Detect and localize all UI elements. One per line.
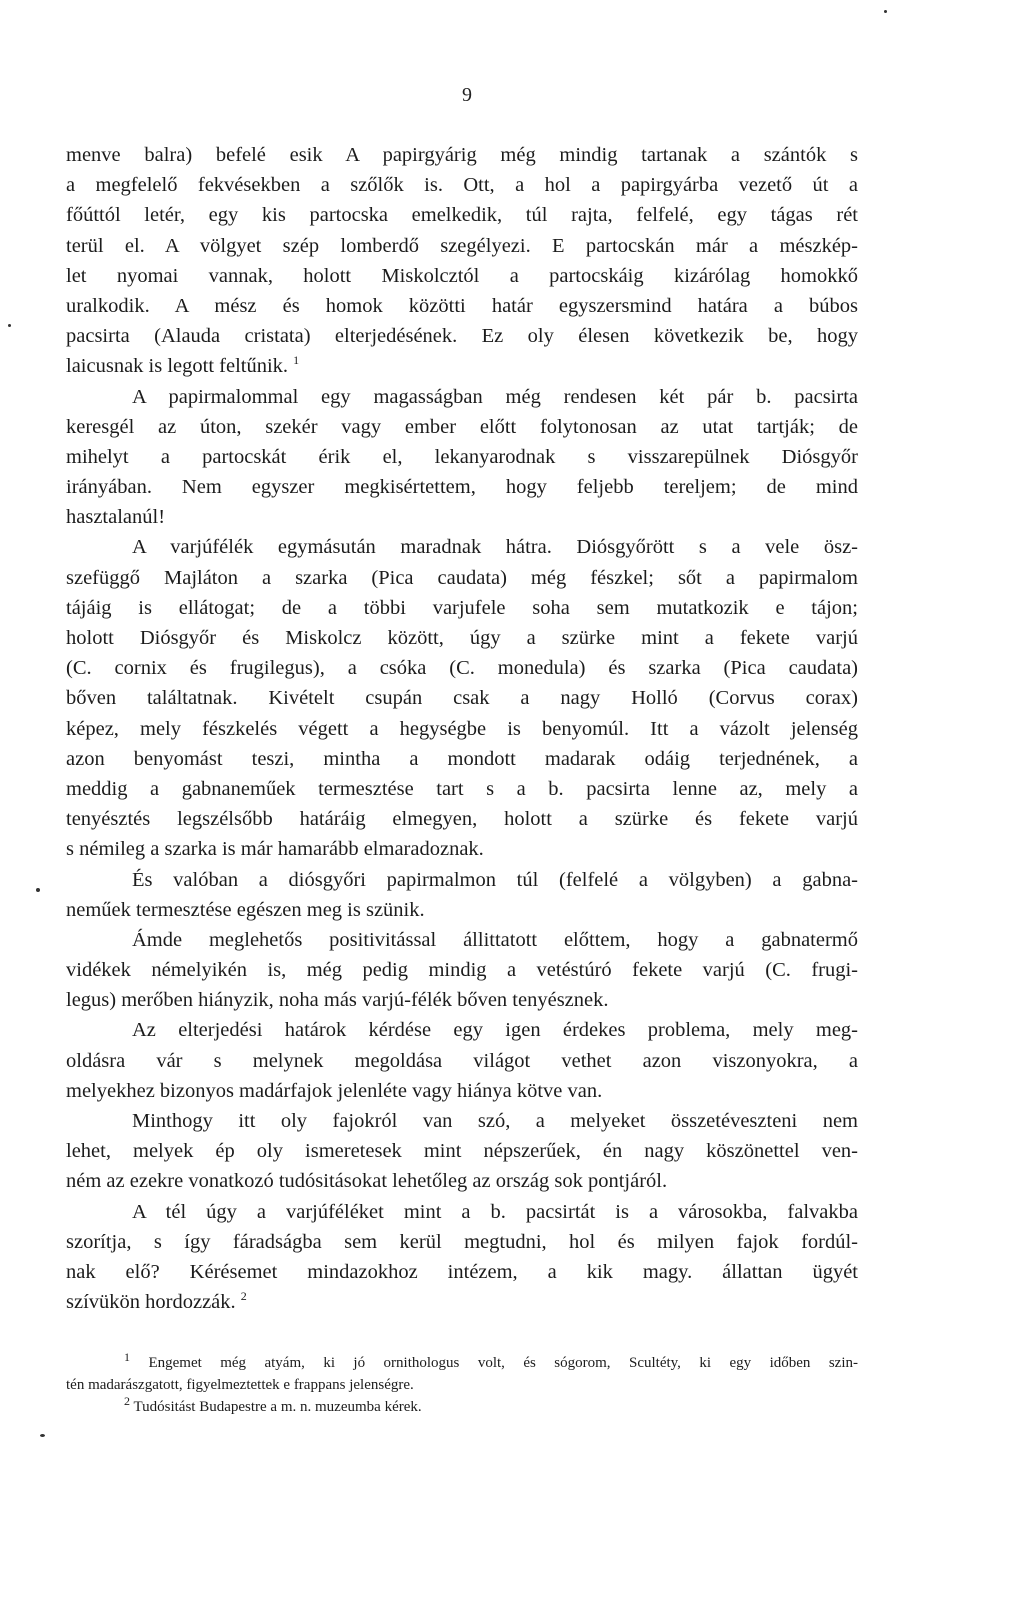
text-line-content: irányában. Nem egyszer megkisértettem, hogy feljebb tereljem; de mind — [66, 476, 858, 499]
text-line-content: Minthogy itt oly fajokról van szó, a melyeket összetéveszteni nem — [132, 1110, 858, 1132]
text-line-content: főúttól letér, egy kis partocska emelkedik, túl rajta, felfelé, egy tágas rét — [66, 204, 858, 227]
text-line-content: menve balra) befelé esik A papirgyárig még mindig tartanak a szántók s — [66, 144, 858, 166]
text-line-content: bőven találtatnak. Kivételt csupán csak a nagy Holló (Corvus corax) — [66, 687, 858, 710]
text-line — [66, 804, 858, 834]
text-line-content: melyekhez bizonyos madárfajok jelenléte vagy hiánya kötve van. — [66, 1079, 603, 1102]
text-line — [66, 200, 858, 230]
text-line-content: oldásra vár s melynek megoldása világot vethet azon viszonyokra, a — [66, 1049, 858, 1072]
text-line — [66, 261, 858, 291]
text-line-content: A papirmalommal egy magasságban még rendesen két pár b. pacsirta — [132, 385, 858, 408]
text-line-content: képez, mely fészkelés végett a hegységbe is benyomúl. Itt a vázolt jelenség — [66, 717, 858, 740]
text-line — [66, 351, 858, 381]
text-line-content: keresgél az úton, szekér vagy ember előtt folytonosan az utat tartják; de — [66, 415, 858, 438]
page-number: 9 — [462, 84, 472, 106]
text-line — [66, 382, 858, 412]
footnote-text: Engemet még atyám, ki jó ornithologus volt, és sógorom, Scultéty, ki egy időben szin- — [148, 1355, 858, 1371]
text-line-content: neműek termesztése egészen meg is szünik. — [66, 898, 425, 921]
text-line-content: laicusnak is legott feltűnik. — [66, 355, 289, 378]
text-line-content: let nyomai vannak, holott Miskolcztól a partocskáig kizárólag homokkő — [66, 264, 858, 287]
text-line — [66, 472, 858, 502]
text-line — [66, 442, 858, 472]
text-line — [66, 1015, 858, 1045]
text-line — [66, 1046, 858, 1076]
text-line — [66, 1257, 858, 1287]
text-line — [66, 563, 858, 593]
text-line-content: szorítja, s így fáradságba sem kerül megtudni, hol és milyen fajok fordúl- — [66, 1230, 858, 1253]
text-line — [66, 955, 858, 985]
text-line — [66, 653, 858, 683]
text-line-content: uralkodik. A mész és homok közötti határ egyszersmind határa a búbos — [66, 294, 858, 317]
text-line — [66, 744, 858, 774]
text-line-content: s némileg a szarka is már hamarább elmaradoznak. — [66, 838, 484, 861]
text-line — [66, 1166, 858, 1196]
scan-speck — [36, 888, 40, 892]
text-line — [66, 593, 858, 623]
text-line-content: meddig a gabnaneműek termesztése tart s a b. pacsirta lenne az, mely a — [66, 777, 858, 800]
text-line — [66, 321, 858, 351]
footnote-line — [66, 1352, 858, 1374]
body-text — [66, 140, 858, 1317]
text-line-content: szívükön hordozzák. — [66, 1291, 236, 1314]
footnote-line — [66, 1374, 858, 1396]
text-line — [66, 1197, 858, 1227]
text-line — [66, 834, 858, 864]
text-line — [66, 412, 858, 442]
scan-speck — [40, 1434, 45, 1437]
text-line-content: legus) merőben hiányzik, noha más varjú-félék bőven tenyésznek. — [66, 989, 609, 1012]
text-line-content: nak elő? Kérésemet mindazokhoz intézem, a kik magy. állattan ügyét — [66, 1260, 858, 1283]
text-line — [66, 502, 858, 532]
text-line-content: Az elterjedési határok kérdése egy igen érdekes problema, mely meg- — [132, 1019, 858, 1042]
text-line-content: terül el. A völgyet szép lomberdő szegélyezi. E partocskán már a mészkép- — [66, 234, 858, 257]
text-line-content: holott Diósgyőr és Miskolcz között, úgy a szürke mint a fekete varjú — [66, 627, 858, 649]
text-line — [66, 532, 858, 562]
text-line — [66, 925, 858, 955]
text-line-content: mihelyt a partocskát érik el, lekanyarodnak s visszarepülnek Diósgyőr — [66, 445, 858, 468]
footnotes — [66, 1352, 858, 1418]
text-line — [66, 774, 858, 804]
text-line — [66, 865, 858, 895]
text-line — [66, 1106, 858, 1136]
text-line-content: A tél úgy a varjúféléket mint a b. pacsirtát is a városokba, falvakba — [132, 1200, 858, 1223]
text-line-content: vidékek némelyikén is, még pedig mindig a vetéstúró fekete varjú (C. frugi- — [66, 959, 858, 982]
footnote-reference: 2 — [240, 1289, 247, 1304]
footnote-reference: 1 — [293, 353, 300, 368]
footnote-marker: 2 — [124, 1394, 130, 1408]
scan-speck — [884, 10, 887, 13]
text-line-content: tájáig is ellátogat; de a többi varjufele soha sem mutatkozik e tájon; — [66, 596, 858, 619]
text-line — [66, 231, 858, 261]
footnote-text: Tudósitást Budapestre a m. n. muzeumba kérek. — [133, 1399, 422, 1415]
text-line-content: hasztalanúl! — [66, 506, 166, 529]
text-line-content: (C. cornix és frugilegus), a csóka (C. monedula) és szarka (Pica caudata) — [66, 657, 858, 680]
text-line — [66, 1076, 858, 1106]
text-line — [66, 1287, 858, 1317]
footnote-marker: 1 — [124, 1350, 130, 1364]
text-line — [66, 714, 858, 744]
footnote-text: tén madarászgatott, figyelmeztettek e frappans jelenségre. — [66, 1377, 414, 1393]
text-line-content: pacsirta (Alauda cristata) elterjedésének. Ez oly élesen következik be, hogy — [66, 325, 858, 348]
text-line-content: ném az ezekre vonatkozó tudósitásokat lehetőleg az ország sok pontjáról. — [66, 1170, 668, 1193]
text-line — [66, 623, 858, 653]
text-line — [66, 291, 858, 321]
text-line — [66, 140, 858, 170]
text-line-content: A varjúfélék egymásután maradnak hátra. Diósgyőrött s a vele ösz- — [132, 536, 858, 559]
text-line — [66, 1227, 858, 1257]
text-line-content: tenyésztés legszélsőbb határáig elmegyen, holott a szürke és fekete varjú — [66, 808, 858, 831]
footnote-line — [66, 1396, 858, 1418]
text-line-content: Ámde meglehetős positivitással állittatott előttem, hogy a gabnatermő — [132, 928, 858, 951]
text-line-content: szefüggő Majláton a szarka (Pica caudata) még fészkel; sőt a papirmalom — [66, 566, 858, 589]
text-line — [66, 683, 858, 713]
text-line — [66, 170, 858, 200]
text-line — [66, 985, 858, 1015]
text-line-content: És valóban a diósgyőri papirmalmon túl (felfelé a völgyben) a gabna- — [132, 868, 858, 891]
scan-speck — [8, 324, 11, 327]
text-line-content: lehet, melyek ép oly ismeretesek mint népszerűek, én nagy köszönettel ven- — [66, 1140, 858, 1163]
text-line — [66, 895, 858, 925]
text-line-content: azon benyomást teszi, mintha a mondott madarak odáig terjednének, a — [66, 747, 858, 770]
text-line-content: a megfelelő fekvésekben a szőlők is. Ott, a hol a papirgyárba vezető út a — [66, 174, 858, 197]
text-line — [66, 1136, 858, 1166]
